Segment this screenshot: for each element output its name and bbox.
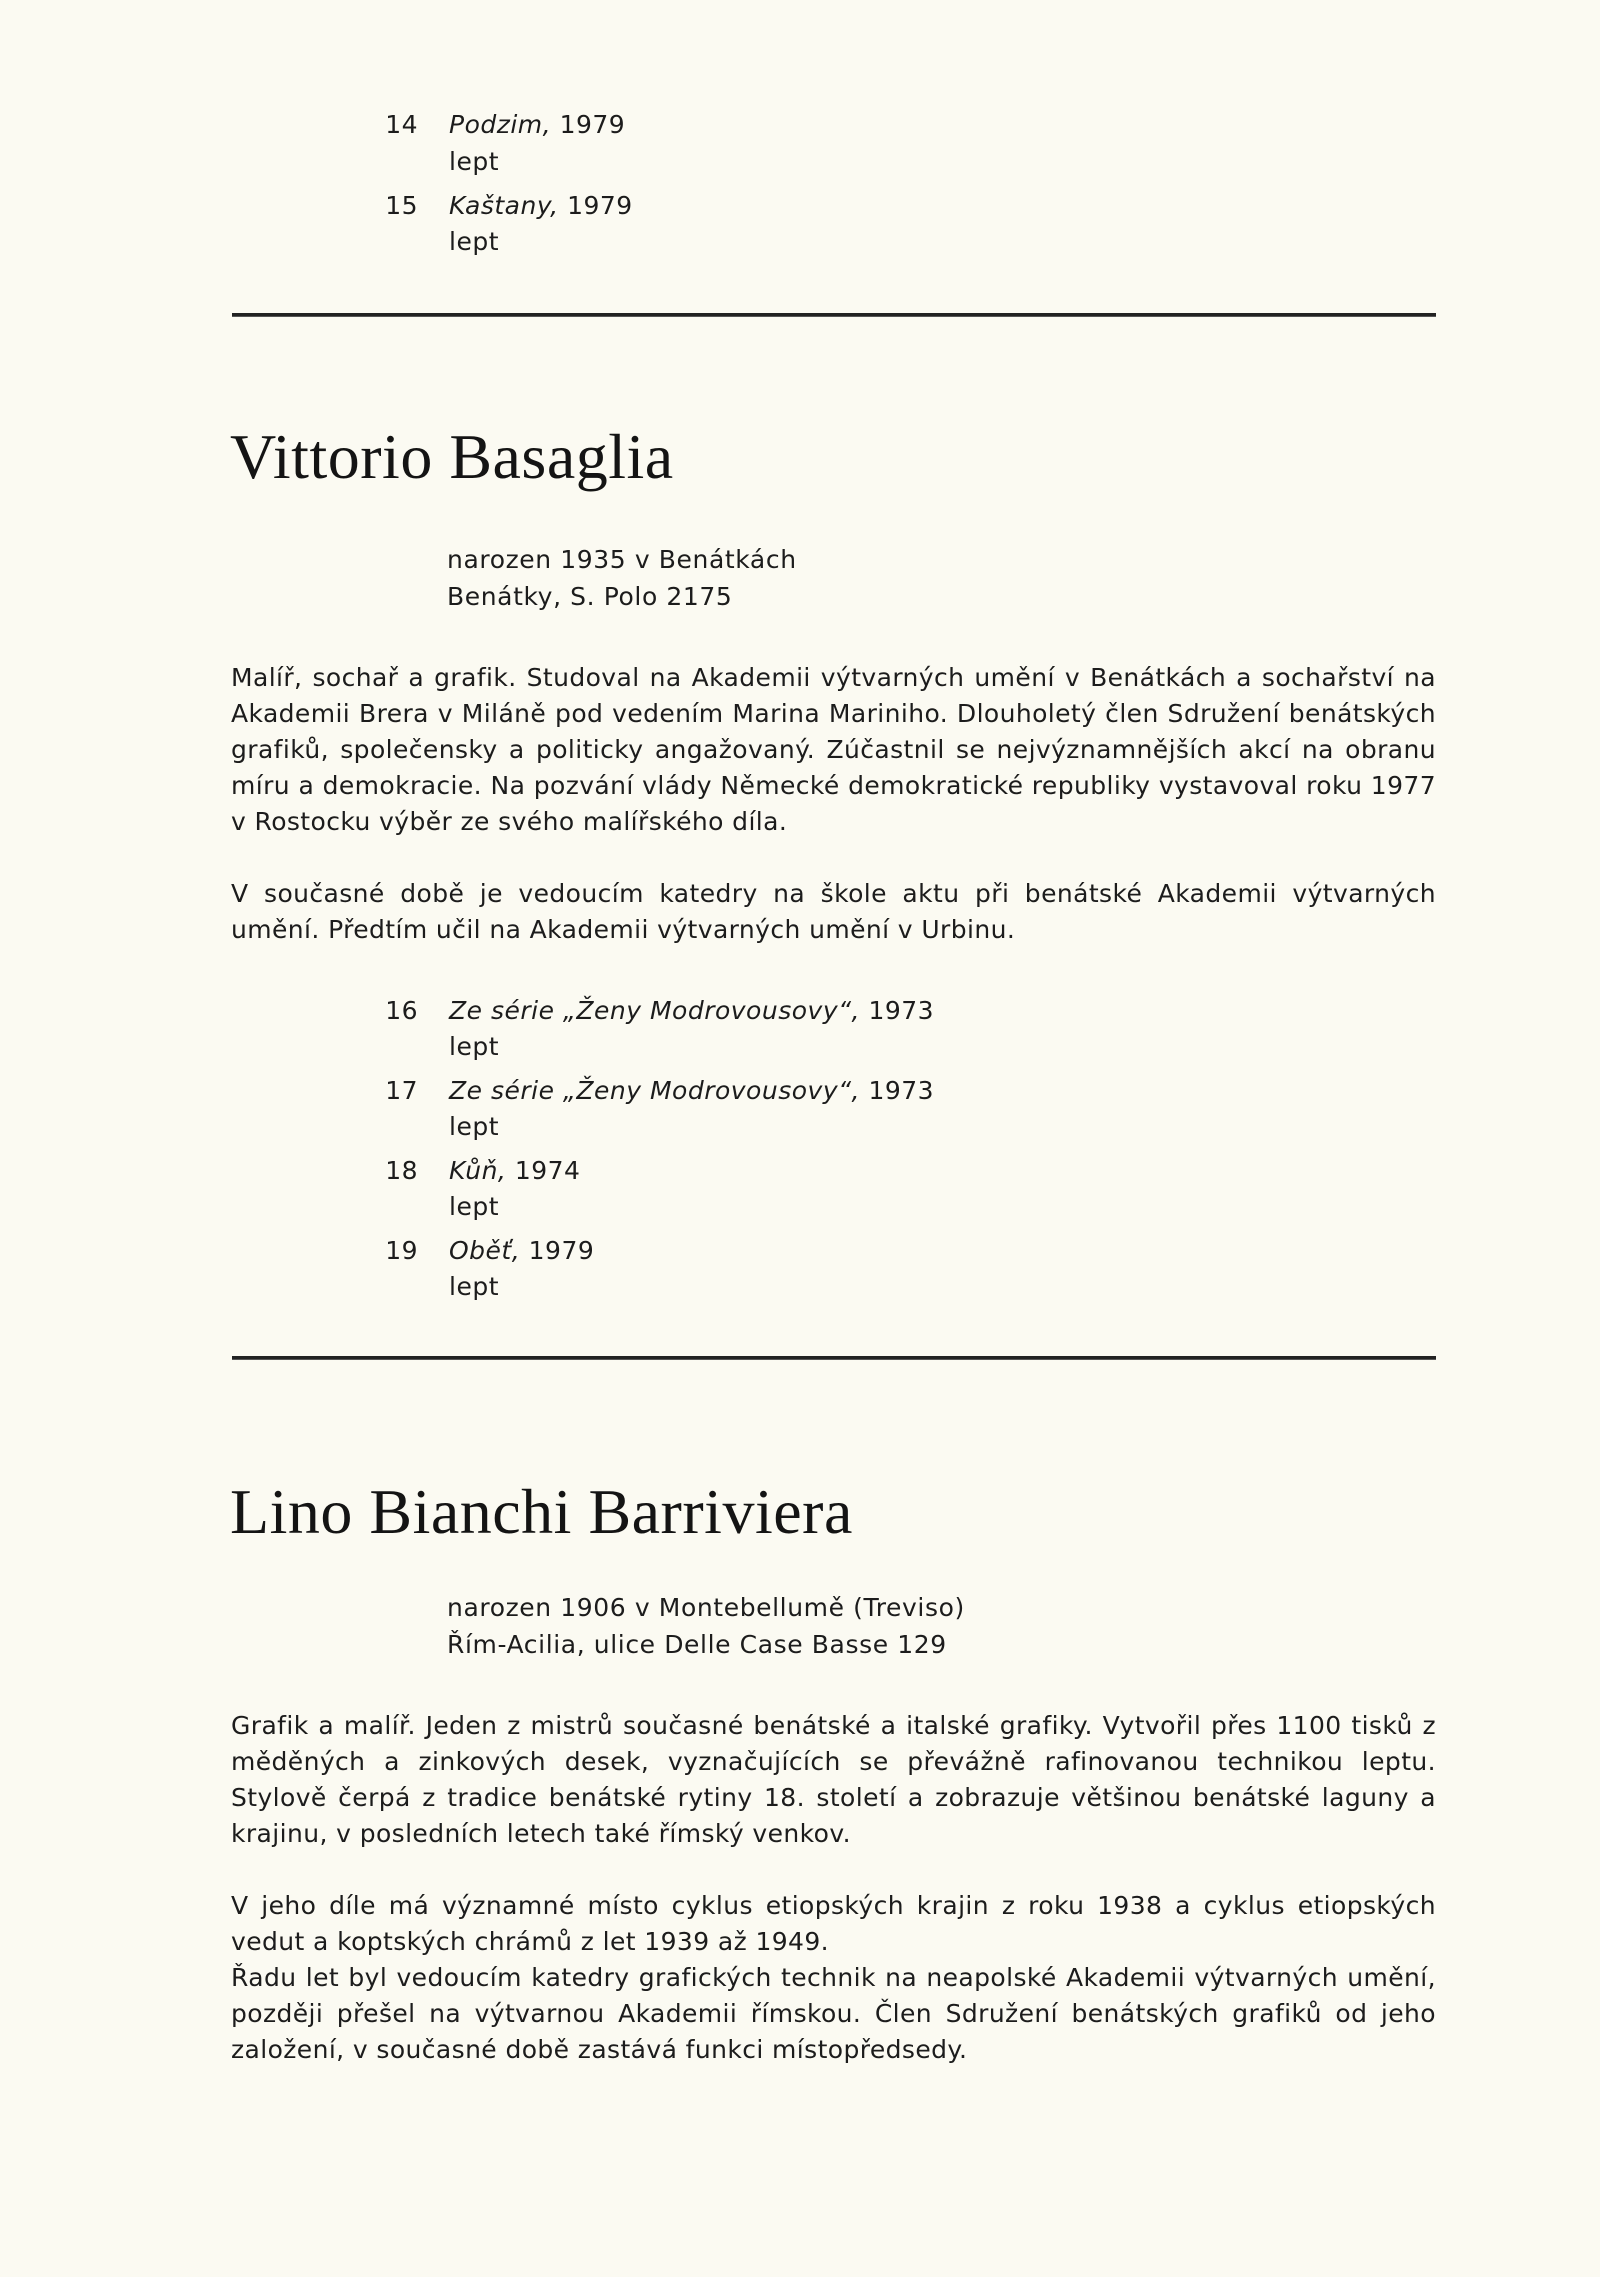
artist-description-2: V jeho díle má významné místo cyklus etiopských krajin z roku 1938 a cyklus etiopských vedut a koptských chrámů z let 1939 až 1949. — [231, 1891, 1436, 1956]
entry-number: 16 — [385, 996, 418, 1025]
entry-year: 1974 — [514, 1156, 581, 1185]
artist-description: Grafik a malíř. Jeden z mistrů současné benátské a italské grafiky. Vytvořil přes 1100 tisků z měděných a zinkových desek, vyznačujících se převážně rafinovanou technikou leptu. Stylově čerpá z tradice benátské rytiny 18. století a zobrazuje většinou benátské laguny a krajinu, v posledních letech také římský venkov. — [231, 1711, 1436, 1848]
artist-birth: narozen 1906 v Montebellumě (Treviso) — [447, 1593, 965, 1622]
artist-name: Vittorio Basaglia — [230, 421, 674, 492]
entry-number: 18 — [385, 1156, 418, 1185]
entry-title-line — [449, 1236, 594, 1265]
entry-title-line — [449, 110, 625, 139]
entry-year: 1973 — [868, 996, 935, 1025]
entry-year: 1973 — [868, 1076, 935, 1105]
entry-number: 19 — [385, 1236, 418, 1265]
entry-title: Oběť, — [449, 1236, 521, 1265]
entry-medium: lept — [449, 1112, 499, 1141]
artist-description-2: V současné době je vedoucím katedry na škole aktu při benátské Akademii výtvarných umění. Předtím učil na Akademii výtvarných umění v Urbinu. — [231, 879, 1436, 944]
artist-name: Lino Bianchi Barriviera — [230, 1476, 853, 1547]
entry-number: 15 — [385, 191, 418, 220]
entry-year: 1979 — [567, 191, 633, 220]
entry-year: 1979 — [528, 1236, 595, 1265]
artist-address: Benátky, S. Polo 2175 — [447, 582, 733, 611]
section-divider — [232, 313, 1436, 317]
entry-title: Kaštany, — [449, 191, 559, 220]
entry-medium: lept — [449, 1272, 499, 1301]
section-divider — [232, 1356, 1436, 1360]
artist-birth: narozen 1935 v Benátkách — [447, 545, 797, 574]
entry-medium: lept — [449, 147, 499, 176]
entry-medium: lept — [449, 1192, 499, 1221]
entry-title-line — [449, 1076, 934, 1105]
entry-medium: lept — [449, 1032, 499, 1061]
artist-description: Malíř, sochař a grafik. Studoval na Akademii výtvarných umění v Benátkách a sochařství na Akademii Brera v Miláně pod vedením Marina Mariniho. Dlouholetý člen Sdružení benátských grafiků, společensky a politicky angažovaný. Zúčastnil se nejvýznamnějších akcí na obranu míru a demokracie. Na pozvání vlády Německé demokratické republiky vystavoval roku 1977 v Rostocku výběr ze svého malířského díla. — [231, 663, 1436, 836]
entry-title-line — [449, 191, 633, 220]
entry-title-line — [449, 996, 934, 1025]
entry-title: Ze série „Ženy Modrovousovy“, — [449, 996, 861, 1025]
artist-description-3: Řadu let byl vedoucím katedry grafických technik na neapolské Akademii výtvarných umění, později přešel na výtvarnou Akademii římskou. Člen Sdružení benátských grafiků od jeho založení, v současné době zastává funkci místopředsedy. — [231, 1963, 1436, 2064]
entry-title: Podzim, — [449, 110, 552, 139]
entry-number: 14 — [385, 110, 418, 139]
entry-year: 1979 — [559, 110, 626, 139]
artist-address: Řím-Acilia, ulice Delle Case Basse 129 — [447, 1630, 947, 1659]
entry-number: 17 — [385, 1076, 418, 1105]
entry-title-line — [449, 1156, 580, 1185]
entry-title: Ze série „Ženy Modrovousovy“, — [449, 1076, 861, 1105]
entry-medium: lept — [449, 227, 499, 256]
entry-title: Kůň, — [449, 1156, 507, 1185]
